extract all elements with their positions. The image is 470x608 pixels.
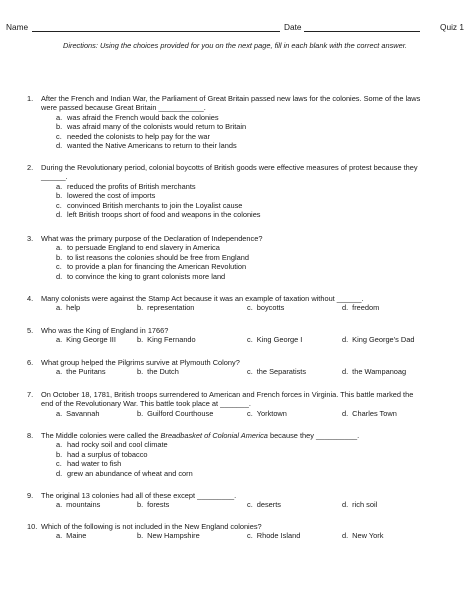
choice-list xyxy=(27,303,447,313)
choice-d[interactable] xyxy=(342,500,377,509)
choice-text: New Hampshire xyxy=(147,531,200,541)
choice-b[interactable] xyxy=(137,367,179,376)
choice-letter: a. xyxy=(56,303,63,313)
question-stem xyxy=(27,491,447,500)
choice-text: was afraid many of the colonists would return to Britain xyxy=(67,122,247,132)
choice-text: reduced the profits of British merchants xyxy=(67,181,196,191)
choice-letter: c. xyxy=(247,500,253,510)
choice-d[interactable] xyxy=(342,367,406,376)
choice-letter: a. xyxy=(56,112,63,122)
choice-b[interactable] xyxy=(27,253,447,262)
question-stem xyxy=(27,94,447,113)
choice-text: deserts xyxy=(256,500,281,510)
name-label: Name xyxy=(6,22,29,32)
choice-b[interactable] xyxy=(27,122,447,131)
choice-letter: c. xyxy=(56,459,62,469)
choice-letter: b. xyxy=(137,367,144,377)
choice-letter: d. xyxy=(56,468,63,478)
choice-text: Savannah xyxy=(66,408,100,418)
choice-b[interactable] xyxy=(137,500,169,509)
question-stem xyxy=(27,390,447,409)
question-stem xyxy=(27,326,447,335)
quiz-header xyxy=(6,22,464,36)
question-3 xyxy=(27,234,447,281)
choice-a[interactable] xyxy=(56,531,86,540)
quiz-number-label: Quiz 1 xyxy=(440,22,464,32)
choice-text: to persuade England to end slavery in America xyxy=(67,243,220,253)
choice-letter: d. xyxy=(342,408,349,418)
choice-letter: a. xyxy=(56,531,63,541)
choice-text: had water to fish xyxy=(67,459,122,469)
choice-letter: a. xyxy=(56,500,63,510)
question-stem xyxy=(27,294,447,303)
choice-b[interactable] xyxy=(137,531,200,540)
choice-letter: b. xyxy=(137,408,144,418)
choice-letter: d. xyxy=(342,531,349,541)
choice-list xyxy=(27,367,447,377)
choice-b[interactable] xyxy=(27,450,447,459)
stem-line: end of the Revolutionary War. This battle took place at _______. xyxy=(41,399,251,409)
choice-letter: b. xyxy=(56,122,63,132)
stem-line: During the Revolutionary period, colonial boycotts of British goods were effective measures of protest because they xyxy=(41,163,418,172)
choice-letter: a. xyxy=(56,408,63,418)
choice-letter: a. xyxy=(56,367,63,377)
question-number: 5. xyxy=(27,326,34,335)
choice-c[interactable] xyxy=(247,335,302,344)
stem-line: Which of the following is not included in the New England colonies? xyxy=(41,522,262,531)
choice-list xyxy=(27,531,447,541)
choice-letter: d. xyxy=(342,367,349,377)
choice-list xyxy=(27,440,447,478)
choice-a[interactable] xyxy=(27,243,447,252)
choice-list xyxy=(27,182,447,220)
choice-text: freedom xyxy=(352,303,380,313)
question-number: 10. xyxy=(27,522,38,531)
choice-text: representation xyxy=(147,303,195,313)
choice-text: convinced British merchants to join the Loyalist cause xyxy=(67,200,243,210)
stem-text: The Middle colonies were called the xyxy=(41,431,161,440)
choice-c[interactable] xyxy=(247,500,281,509)
choice-d[interactable] xyxy=(27,141,447,150)
question-9 xyxy=(27,491,447,510)
stem-line: What group helped the Pilgrims survive at Plymouth Colony? xyxy=(41,358,240,367)
choice-letter: b. xyxy=(56,449,63,459)
question-stem xyxy=(27,358,447,367)
question-number: 2. xyxy=(27,163,34,172)
choice-letter: d. xyxy=(342,335,349,345)
choice-text: to convince the king to grant colonists more land xyxy=(67,271,226,281)
choice-list xyxy=(27,335,447,345)
question-5 xyxy=(27,326,447,345)
choice-letter: a. xyxy=(56,181,63,191)
stem-text: because they __________. xyxy=(267,431,360,440)
question-stem xyxy=(27,522,447,531)
choice-c[interactable] xyxy=(247,367,306,376)
question-stem xyxy=(27,234,447,243)
choice-d[interactable] xyxy=(342,409,397,418)
choice-list xyxy=(27,409,447,419)
choice-letter: d. xyxy=(56,210,63,220)
choice-list xyxy=(27,243,447,281)
choice-text: lowered the cost of imports xyxy=(67,191,156,201)
choice-text: boycotts xyxy=(256,303,285,313)
stem-line xyxy=(41,431,447,440)
choice-text: to provide a plan for financing the American Revolution xyxy=(67,262,247,272)
choice-a[interactable] xyxy=(56,335,116,344)
question-number: 1. xyxy=(27,94,34,103)
choice-b[interactable] xyxy=(137,335,196,344)
question-10 xyxy=(27,522,447,541)
choice-a[interactable] xyxy=(27,182,447,191)
question-number: 6. xyxy=(27,358,34,367)
question-number: 7. xyxy=(27,390,34,399)
stem-line: The original 13 colonies had all of these except _________. xyxy=(41,491,237,500)
choice-a[interactable] xyxy=(27,440,447,449)
question-7 xyxy=(27,390,447,419)
choice-letter: b. xyxy=(137,303,144,313)
stem-line: Many colonists were against the Stamp Act because it was an example of taxation without ______. xyxy=(41,294,364,303)
choice-letter: b. xyxy=(56,252,63,262)
question-number: 3. xyxy=(27,234,34,243)
choice-letter: a. xyxy=(56,335,63,345)
choice-text: was afraid the French would back the colonies xyxy=(67,112,219,122)
choice-letter: d. xyxy=(342,500,349,510)
stem-line: On October 18, 1781, British troops surrendered to American and French forces in Virginia. This battle marked the xyxy=(41,390,414,399)
choice-d[interactable] xyxy=(27,469,447,478)
choice-text: Charles Town xyxy=(352,408,397,418)
choice-c[interactable] xyxy=(27,132,447,141)
choice-b[interactable] xyxy=(137,409,213,418)
choice-text: grew an abundance of wheat and corn xyxy=(67,468,193,478)
choice-text: the Dutch xyxy=(147,367,179,377)
question-4 xyxy=(27,294,447,313)
stem-line: Who was the King of England in 1766? xyxy=(41,326,169,335)
question-1 xyxy=(27,94,447,150)
date-blank-line[interactable] xyxy=(304,22,420,32)
question-6 xyxy=(27,358,447,377)
choice-text: King George III xyxy=(66,335,116,345)
choice-d[interactable] xyxy=(342,531,383,540)
choice-text: had rocky soil and cool climate xyxy=(67,440,168,450)
choice-letter: d. xyxy=(56,271,63,281)
choice-a[interactable] xyxy=(56,367,106,376)
choice-letter: c. xyxy=(247,303,253,313)
question-number: 8. xyxy=(27,431,34,440)
choice-list xyxy=(27,113,447,151)
choice-c[interactable] xyxy=(247,303,284,312)
stem-italic-phrase: Breadbasket of Colonial America xyxy=(160,431,268,440)
choice-c[interactable] xyxy=(247,409,287,418)
choice-text: the Wampanoag xyxy=(352,367,407,377)
choice-text: King Fernando xyxy=(147,335,196,345)
choice-text: help xyxy=(66,303,81,313)
choice-letter: c. xyxy=(247,335,253,345)
choice-text: King George I xyxy=(256,335,303,345)
choice-list xyxy=(27,500,447,510)
stem-line: ______. xyxy=(41,172,68,182)
choice-letter: c. xyxy=(56,131,62,141)
choice-letter: b. xyxy=(137,500,144,510)
choice-a[interactable] xyxy=(56,500,100,509)
choice-text: the Puritans xyxy=(66,367,106,377)
choice-c[interactable] xyxy=(27,201,447,210)
choice-letter: c. xyxy=(56,200,62,210)
choice-c[interactable] xyxy=(27,459,447,468)
choice-text: forests xyxy=(147,500,170,510)
question-stem xyxy=(27,431,447,440)
choice-text: had a surplus of tobacco xyxy=(67,449,148,459)
question-8 xyxy=(27,431,447,478)
choice-b[interactable] xyxy=(27,191,447,200)
choice-text: to list reasons the colonies should be free from England xyxy=(67,252,249,262)
choice-letter: a. xyxy=(56,243,63,253)
choice-text: rich soil xyxy=(352,500,378,510)
choice-text: New York xyxy=(352,531,384,541)
choice-a[interactable] xyxy=(27,113,447,122)
choice-letter: a. xyxy=(56,440,63,450)
choice-letter: b. xyxy=(137,335,144,345)
choice-letter: c. xyxy=(247,367,253,377)
question-2 xyxy=(27,163,447,219)
stem-line: After the French and Indian War, the Parliament of Great Britain passed new laws for the colonies. Some of the laws xyxy=(41,94,421,103)
choice-text: Rhode Island xyxy=(256,531,301,541)
choice-letter: d. xyxy=(342,303,349,313)
choice-c[interactable] xyxy=(27,262,447,271)
stem-line: What was the primary purpose of the Declaration of Independence? xyxy=(41,234,263,243)
choice-text: left British troops short of food and weapons in the colonies xyxy=(67,210,261,220)
choice-d[interactable] xyxy=(342,335,414,344)
choice-d[interactable] xyxy=(342,303,379,312)
choice-letter: d. xyxy=(56,141,63,151)
choice-b[interactable] xyxy=(137,303,194,312)
question-number: 4. xyxy=(27,294,34,303)
date-label: Date xyxy=(284,22,302,32)
choice-a[interactable] xyxy=(56,303,80,312)
choice-text: Yorktown xyxy=(256,408,287,418)
choice-letter: c. xyxy=(247,408,253,418)
choice-text: mountains xyxy=(66,500,101,510)
choice-text: Guilford Courthouse xyxy=(147,408,214,418)
choice-letter: b. xyxy=(137,531,144,541)
choice-a[interactable] xyxy=(56,409,99,418)
choice-d[interactable] xyxy=(27,210,447,219)
choice-letter: c. xyxy=(56,262,62,272)
choice-letter: b. xyxy=(56,191,63,201)
choice-text: needed the colonists to help pay for the war xyxy=(67,131,210,141)
stem-line: were passed because Great Britain ___________. xyxy=(41,103,206,113)
question-number: 9. xyxy=(27,491,34,500)
question-stem xyxy=(27,163,447,182)
choice-text: King George’s Dad xyxy=(352,335,415,345)
choice-text: the Separatists xyxy=(256,367,307,377)
choice-c[interactable] xyxy=(247,531,300,540)
choice-letter: c. xyxy=(247,531,253,541)
choice-text: wanted the Native Americans to return to their lands xyxy=(67,141,237,151)
directions-text: Directions: Using the choices provided for you on the next page, fill in each blank with the correct answer. xyxy=(63,41,407,50)
choice-text: Maine xyxy=(66,531,87,541)
choice-d[interactable] xyxy=(27,272,447,281)
name-blank-line[interactable] xyxy=(32,22,280,32)
